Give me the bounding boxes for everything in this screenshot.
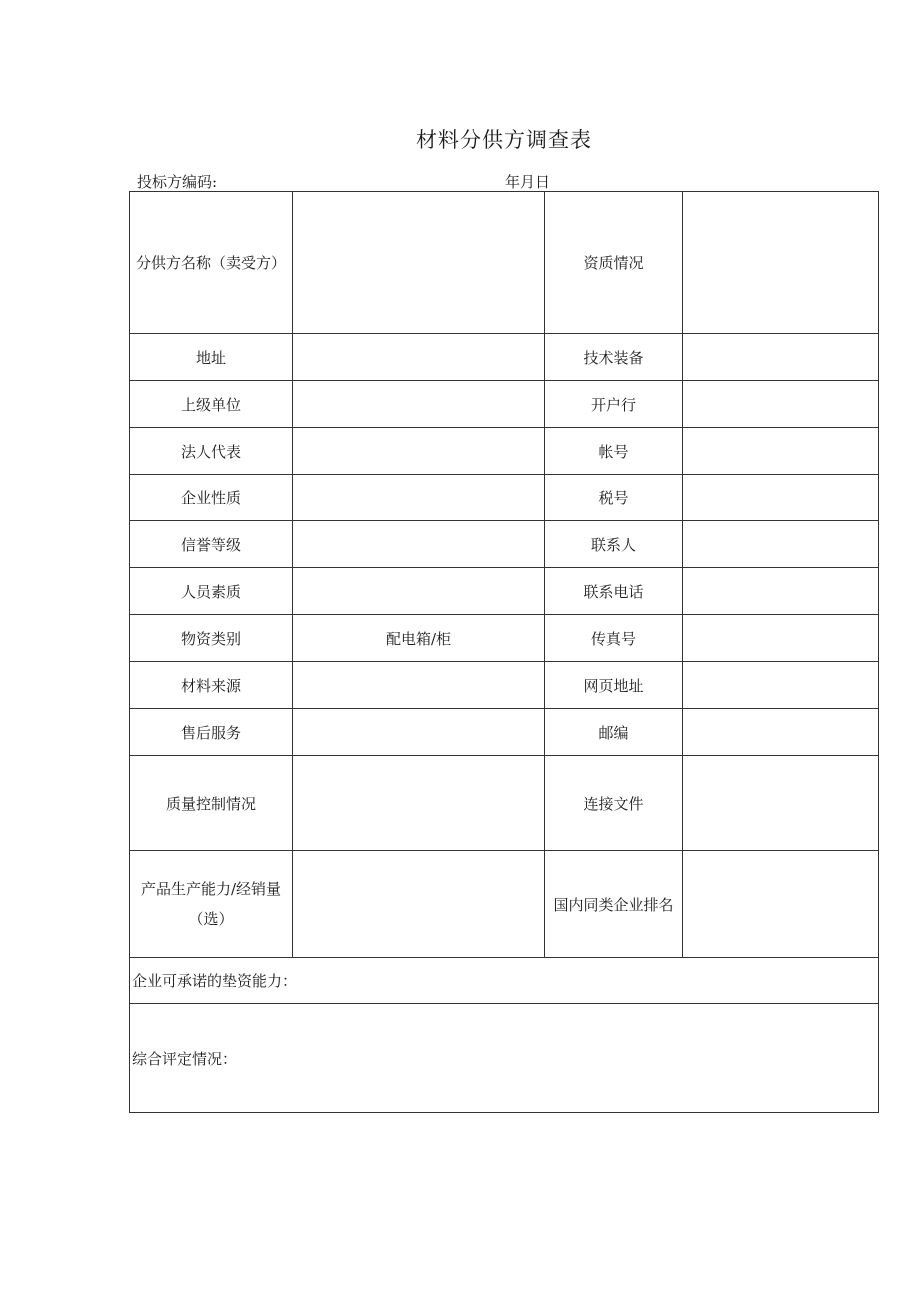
table-row bbox=[130, 192, 879, 334]
table-row bbox=[130, 958, 879, 1004]
enterprise-nature-label: 企业性质 bbox=[130, 475, 293, 521]
qualification-label: 资质情况 bbox=[545, 192, 683, 334]
table-row bbox=[130, 1004, 879, 1113]
table-row bbox=[130, 381, 879, 428]
material-source-label: 材料来源 bbox=[130, 662, 293, 709]
contact-phone-field[interactable] bbox=[683, 568, 879, 615]
bank-field[interactable] bbox=[683, 381, 879, 428]
website-label: 网页地址 bbox=[545, 662, 683, 709]
date-label: 年月日 bbox=[505, 173, 551, 191]
staff-quality-label: 人员素质 bbox=[130, 568, 293, 615]
table-row bbox=[130, 568, 879, 615]
bank-label: 开户行 bbox=[545, 381, 683, 428]
quality-control-field[interactable] bbox=[293, 756, 545, 851]
production-capacity-label: 产品生产能力/经销量（选） bbox=[130, 851, 293, 958]
domestic-ranking-label: 国内同类企业排名 bbox=[545, 851, 683, 958]
contact-phone-label: 联系电话 bbox=[545, 568, 683, 615]
table-row bbox=[130, 756, 879, 851]
account-number-label: 帐号 bbox=[545, 428, 683, 475]
address-label: 地址 bbox=[130, 334, 293, 381]
after-sales-label: 售后服务 bbox=[130, 709, 293, 756]
table-row bbox=[130, 851, 879, 958]
table-row bbox=[130, 615, 879, 662]
linked-documents-label: 连接文件 bbox=[545, 756, 683, 851]
postcode-field[interactable] bbox=[683, 709, 879, 756]
postcode-label: 邮编 bbox=[545, 709, 683, 756]
account-number-field[interactable] bbox=[683, 428, 879, 475]
staff-quality-field[interactable] bbox=[293, 568, 545, 615]
supplier-name-label: 分供方名称（卖受方） bbox=[130, 192, 293, 334]
material-category-label: 物资类别 bbox=[130, 615, 293, 662]
enterprise-nature-field[interactable] bbox=[293, 475, 545, 521]
advance-capacity-field[interactable]: 企业可承诺的垫资能力： bbox=[130, 958, 879, 1004]
after-sales-field[interactable] bbox=[293, 709, 545, 756]
table-row bbox=[130, 475, 879, 521]
technical-equipment-label: 技术装备 bbox=[545, 334, 683, 381]
table-row bbox=[130, 709, 879, 756]
linked-documents-field[interactable] bbox=[683, 756, 879, 851]
tax-number-label: 税号 bbox=[545, 475, 683, 521]
contact-person-label: 联系人 bbox=[545, 521, 683, 568]
material-category-field[interactable]: 配电箱/柜 bbox=[293, 615, 545, 662]
superior-unit-field[interactable] bbox=[293, 381, 545, 428]
tax-number-field[interactable] bbox=[683, 475, 879, 521]
credit-rating-label: 信誉等级 bbox=[130, 521, 293, 568]
table-row bbox=[130, 662, 879, 709]
production-capacity-field[interactable] bbox=[293, 851, 545, 958]
qualification-field[interactable] bbox=[683, 192, 879, 334]
table-row bbox=[130, 521, 879, 568]
overall-evaluation-field[interactable]: 综合评定情况： bbox=[130, 1004, 879, 1113]
bidder-code-label: 投标方编码: bbox=[137, 173, 218, 191]
quality-control-label: 质量控制情况 bbox=[130, 756, 293, 851]
form-title: 材料分供方调查表 bbox=[416, 128, 592, 152]
material-source-field[interactable] bbox=[293, 662, 545, 709]
domestic-ranking-field[interactable] bbox=[683, 851, 879, 958]
table-row bbox=[130, 428, 879, 475]
credit-rating-field[interactable] bbox=[293, 521, 545, 568]
fax-number-label: 传真号 bbox=[545, 615, 683, 662]
website-field[interactable] bbox=[683, 662, 879, 709]
supplier-survey-table bbox=[129, 191, 879, 1113]
fax-number-field[interactable] bbox=[683, 615, 879, 662]
table-row bbox=[130, 334, 879, 381]
contact-person-field[interactable] bbox=[683, 521, 879, 568]
supplier-name-field[interactable] bbox=[293, 192, 545, 334]
superior-unit-label: 上级单位 bbox=[130, 381, 293, 428]
technical-equipment-field[interactable] bbox=[683, 334, 879, 381]
address-field[interactable] bbox=[293, 334, 545, 381]
legal-representative-label: 法人代表 bbox=[130, 428, 293, 475]
legal-representative-field[interactable] bbox=[293, 428, 545, 475]
